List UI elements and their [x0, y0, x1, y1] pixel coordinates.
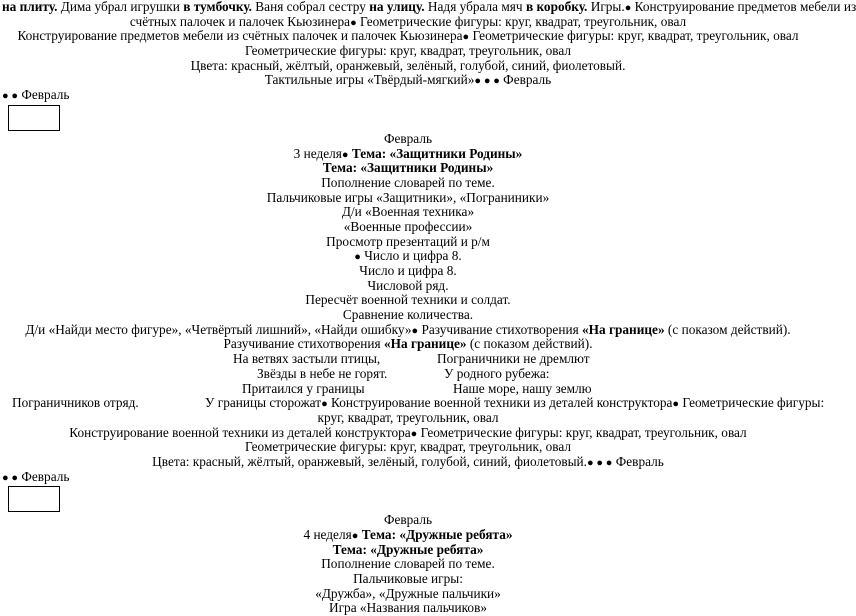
text-line: Просмотр презентаций и р/м: [326, 233, 490, 249]
text-line: [0, 455, 816, 470]
text: (с показом действий).: [664, 321, 791, 337]
text-line: [0, 528, 816, 543]
text: Число и цифра 8.: [360, 248, 462, 264]
text: Ваня собрал сестру: [251, 0, 370, 14]
text: Конструирование предметов мебели из: [631, 0, 856, 14]
bullet-icon: ●: [321, 398, 328, 411]
poem-line: [0, 395, 825, 411]
theme-title: Тема: «Дружные ребята»: [361, 527, 513, 542]
poem-right: Пограничники не дремлют: [437, 351, 590, 367]
bold-text: «На границе»: [582, 321, 665, 337]
poem-right: У родного рубежа:: [444, 365, 550, 381]
bold-text: в коробку.: [525, 0, 588, 14]
bullet-icon: ●: [354, 251, 361, 264]
bullet-icon: ●: [624, 2, 632, 14]
bullet-icon: ●: [410, 427, 418, 440]
text-line: [0, 470, 816, 485]
text: Разучивание стихотворения: [223, 336, 384, 352]
bold-text: на улицу.: [369, 0, 425, 14]
bullet-icon: ●: [341, 148, 349, 161]
poem-right-group: [205, 396, 824, 412]
text: Февраль: [612, 453, 664, 469]
bullet-icon: ● ● ●: [474, 75, 500, 88]
text: Конструирование военной техники из деталей конструктора: [69, 424, 411, 440]
poem-left: Звёзды в небе не горят.: [257, 365, 388, 381]
text-line: [0, 147, 816, 162]
text: счётных палочек и палочек Кьюзинера: [129, 13, 351, 29]
text-line: «Дружба», «Дружные пальчики»: [315, 585, 501, 601]
week-label: 3 неделя: [293, 145, 342, 161]
poem-left: Притаился у границы: [242, 380, 365, 396]
text: Геометрические фигуры: круг, квадрат, треугольник, овал: [469, 28, 799, 44]
text-line: Пальчиковые игры:: [353, 571, 463, 587]
month-heading: Февраль: [383, 130, 433, 146]
theme-title: [0, 543, 816, 558]
text-line: [0, 426, 816, 441]
text: Тактильные игры «Твёрдый-мягкий»: [264, 72, 475, 88]
bold-text: «На границе»: [383, 336, 467, 352]
text: Игры.: [587, 0, 625, 14]
bullet-icon: ●: [350, 16, 357, 29]
text-line: Цвета: красный, жёлтый, оранжевый, зелёный, голубой, синий, фиолетовый.: [190, 57, 626, 73]
bullet-icon: ●: [411, 324, 419, 337]
bullet-icon: ●: [351, 530, 359, 542]
text: Надя убрала мяч: [424, 0, 526, 14]
bullet-icon: ● ●: [2, 90, 19, 103]
text-line: Сравнение количества.: [342, 307, 474, 323]
text: Геометрические фигуры: круг, квадрат, треугольник, овал: [356, 13, 687, 29]
text-line: Пополнение словарей по теме.: [321, 174, 495, 190]
bullet-icon: ● ● ●: [587, 456, 613, 469]
text-line: [0, 0, 856, 15]
poem-left: Пограничников отряд.: [12, 395, 139, 411]
text-line: Д/и «Военная техника»: [341, 204, 475, 220]
text: Февраль: [18, 468, 70, 484]
text: Конструирование предметов мебели из счётных палочек и палочек Кьюзинера: [17, 28, 463, 44]
text-line: Геометрические фигуры: круг, квадрат, треугольник, овал: [244, 43, 572, 59]
empty-frame: [8, 105, 60, 131]
poem-line: [0, 382, 816, 397]
text: (с показом действий).: [466, 336, 593, 352]
text-line: Пересчёт военной техники и солдат.: [305, 292, 511, 308]
bullet-icon: ●: [462, 31, 470, 44]
week-label: 4 неделя: [303, 527, 352, 542]
text-line: «Военные профессии»: [343, 218, 473, 234]
text: Д/и «Найди место фигуре», «Четвёртый лишний», «Найди ошибку»: [25, 321, 412, 337]
text-line: [0, 15, 816, 30]
text-line: [0, 337, 816, 352]
poem-right: У границы сторожат: [205, 395, 322, 411]
text-line: Пополнение словарей по теме.: [321, 556, 495, 572]
text-line: Число и цифра 8.: [359, 263, 457, 278]
theme-title-text: Тема: «Дружные ребята»: [332, 541, 484, 557]
poem-line: [0, 367, 816, 382]
text-line: Пальчиковые игры «Защитники», «Пограниники»: [266, 189, 550, 205]
text: Февраль: [499, 72, 552, 88]
poem-line: [0, 352, 816, 367]
text-line: Игра «Названия пальчиков»: [329, 600, 487, 616]
text-line: [0, 323, 816, 338]
theme-title-text: Тема: «Защитники Родины»: [322, 160, 494, 176]
poem-right: Наше море, нашу землю: [453, 380, 592, 396]
text: Разучивание стихотворения: [418, 321, 583, 337]
text-line: [0, 249, 816, 264]
text-line: [0, 88, 816, 103]
theme-title: Тема: «Защитники Родины»: [351, 145, 523, 161]
text: Февраль: [18, 87, 70, 103]
theme-title: [0, 161, 816, 176]
text: Геометрические фигуры:: [679, 395, 825, 411]
bullet-icon: ●: [672, 398, 680, 411]
text-line: [0, 29, 816, 44]
text: Конструирование военной техники из деталей конструктора: [327, 395, 673, 411]
text: Цвета: красный, жёлтый, оранжевый, зелёный, голубой, синий, фиолетовый.: [152, 453, 587, 469]
empty-frame: [8, 486, 60, 512]
bullet-icon: ● ●: [2, 471, 19, 484]
bold-text: в тумбочку.: [183, 0, 252, 14]
text-line: [0, 73, 816, 88]
text: Дима убрал игрушки: [57, 0, 184, 14]
text-line: круг, квадрат, треугольник, овал: [317, 409, 499, 425]
text-line: Числовой ряд.: [367, 277, 449, 293]
poem-left: На ветвях застыли птицы,: [233, 351, 381, 367]
text-line: Геометрические фигуры: круг, квадрат, треугольник, овал: [244, 439, 572, 455]
bold-text: на плиту.: [2, 0, 58, 14]
month-heading: Февраль: [383, 512, 433, 528]
text: Геометрические фигуры: круг, квадрат, треугольник, овал: [417, 424, 747, 440]
